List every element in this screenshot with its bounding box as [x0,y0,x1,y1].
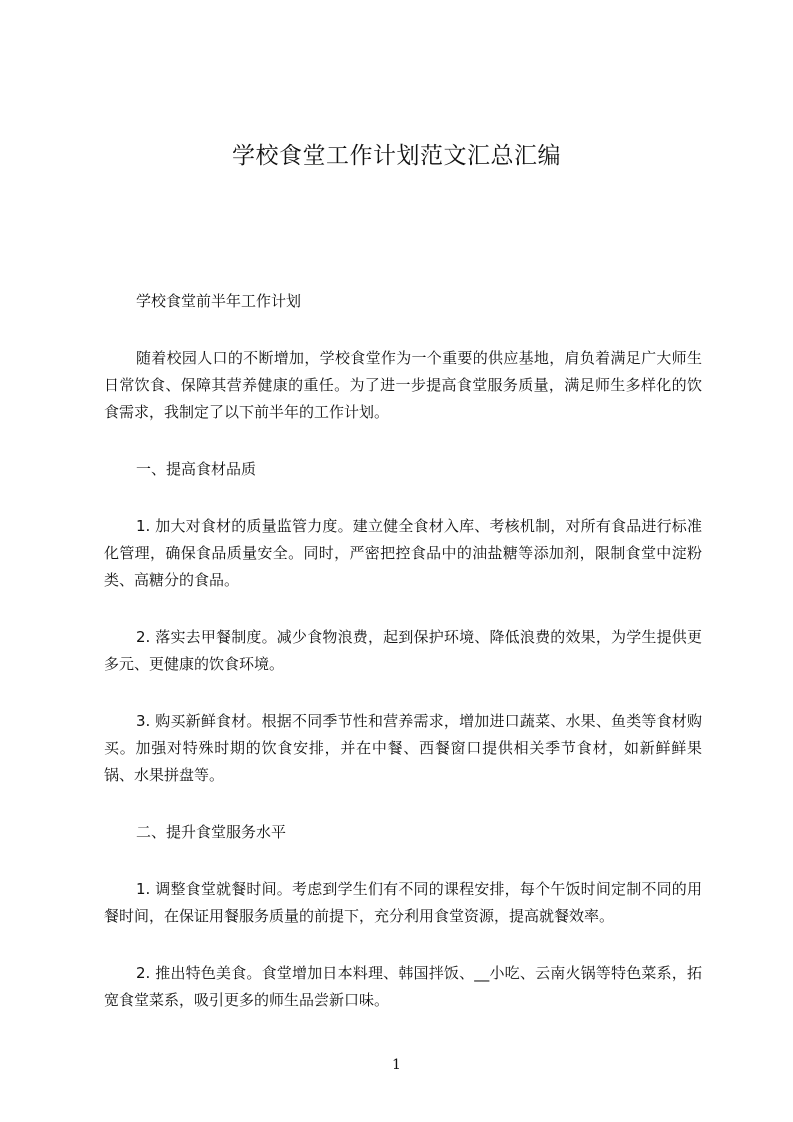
intro-paragraph: 随着校园人口的不断增加，学校食堂作为一个重要的供应基地，肩负着满足广大师生日常饮食、保障其营养健康的重任。为了进一步提高食堂服务质量，满足师生多样化的饮食需求，我制定了以下前半年的工作计划。 [104,349,702,421]
ingredients-item-3: 3. 购买新鲜食材。根据不同季节性和营养需求，增加进口蔬菜、水果、鱼类等食材购买。加强对特殊时期的饮食安排，并在中餐、西餐窗口提供相关季节食材，如新鲜鲜果锅、水果拼盘等。 [104,712,702,784]
document-title: 学校食堂工作计划范文汇总汇编 [232,143,561,169]
section-title: 学校食堂前半年工作计划 [136,292,302,310]
ingredients-item-1: 1. 加大对食材的质量监管力度。建立健全食材入库、考核机制，对所有食品进行标准化管理，确保食品质量安全。同时，严密把控食品中的油盐糖等添加剂，限制食堂中淀粉类、高糖分的食品。 [104,517,702,589]
ingredients-item-2: 2. 落实去甲餐制度。减少食物浪费，起到保护环境、降低浪费的效果，为学生提供更多元、更健康的饮食环境。 [104,628,702,673]
page-number: 1 [392,1057,401,1073]
service-item-2: 2. 推出特色美食。食堂增加日本料理、韩国拌饭、__小吃、云南火锅等特色菜系，拓宽食堂菜系，吸引更多的师生品尝新口味。 [104,964,702,1009]
section-heading-improve-ingredients: 一、提高食材品质 [136,460,257,478]
service-item-1: 1. 调整食堂就餐时间。考虑到学生们有不同的课程安排，每个午饭时间定制不同的用餐时间，在保证用餐服务质量的前提下，充分利用食堂资源，提高就餐效率。 [104,880,702,925]
document-body [104,288,702,1044]
section-heading-improve-service: 二、提升食堂服务水平 [136,823,287,841]
